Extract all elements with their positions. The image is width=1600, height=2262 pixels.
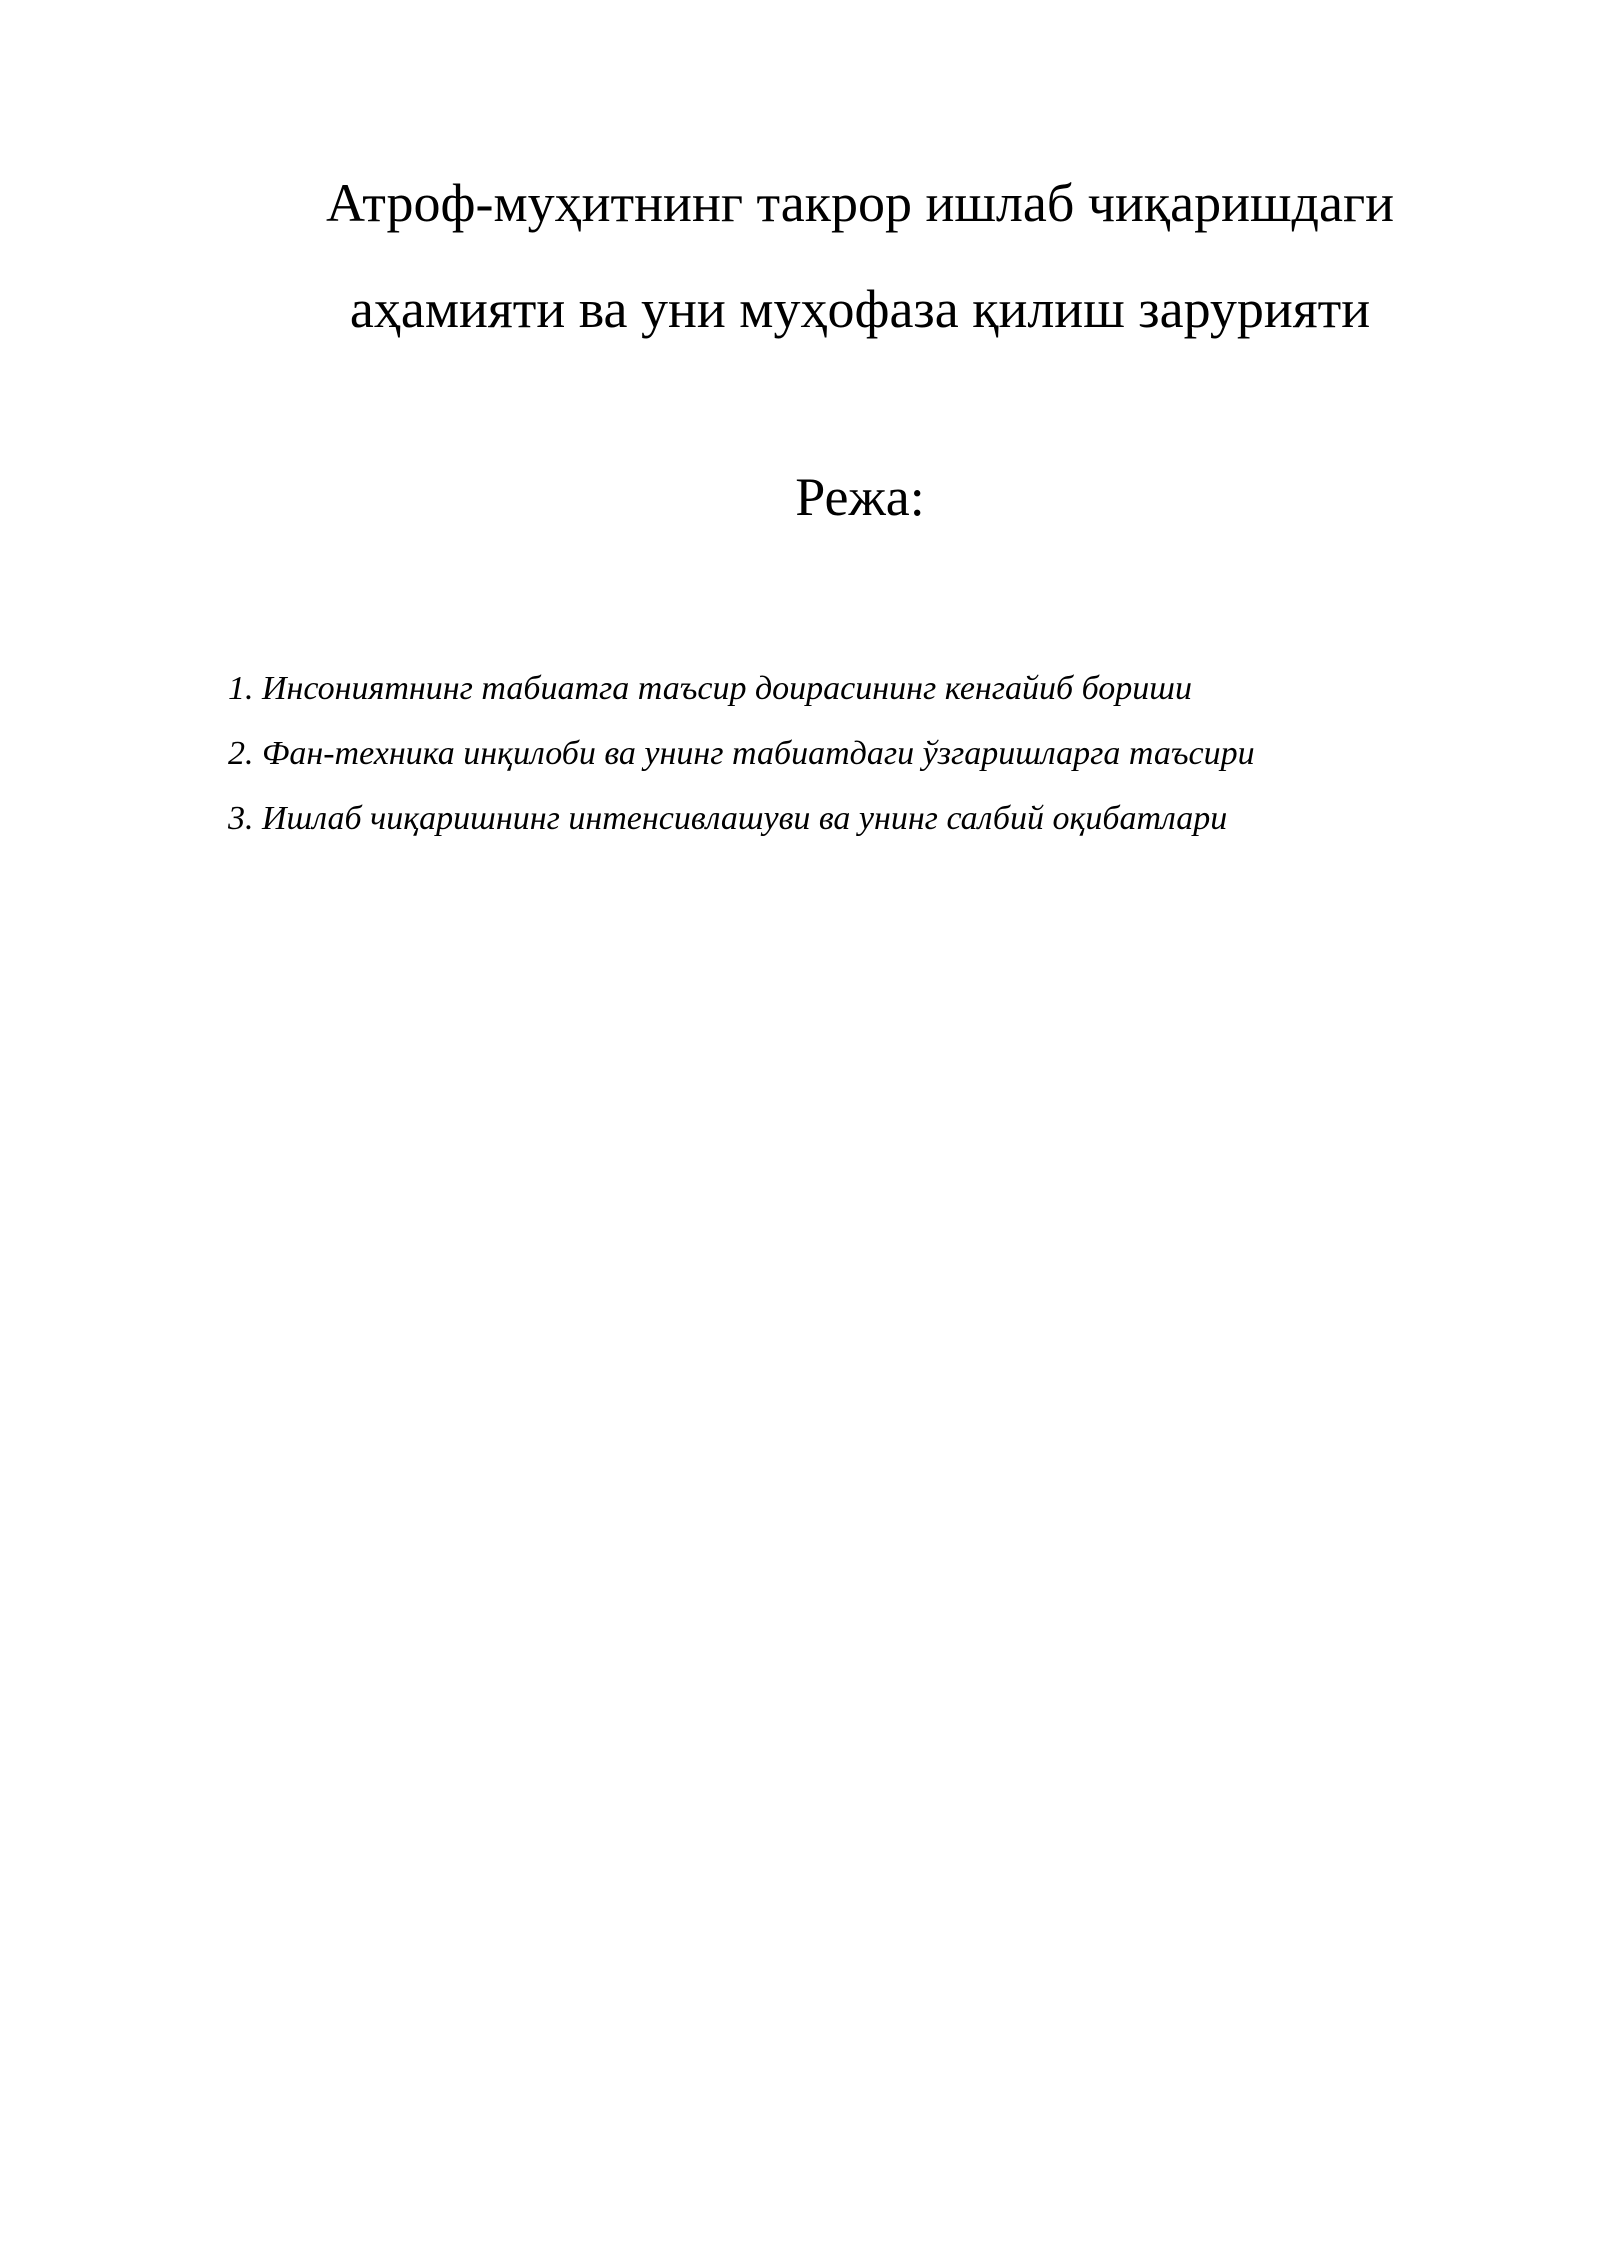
document-title bbox=[230, 150, 1490, 362]
plan-item: 1. Инсониятнинг табиатга таъсир доирасининг кенгайиб бориши bbox=[228, 670, 1192, 707]
title-line: аҳамияти ва уни муҳофаза қилиш зарурияти bbox=[349, 279, 1371, 339]
plan-heading: Режа: bbox=[795, 467, 925, 527]
plan-item: 3. Ишлаб чиқаришнинг интенсивлашуви ва унинг салбий оқибатлари bbox=[228, 800, 1228, 837]
title-line: Атроф-муҳитнинг такрор ишлаб чиқаришдаги bbox=[325, 173, 1395, 233]
plan-list bbox=[228, 656, 1528, 851]
plan-item: 2. Фан-техника инқилоби ва унинг табиатдаги ўзгаришларга таъсири bbox=[228, 735, 1255, 772]
